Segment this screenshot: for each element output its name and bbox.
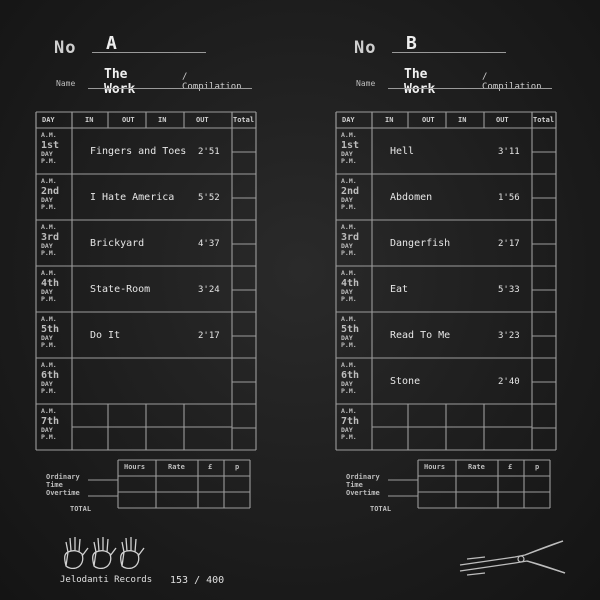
track-title: Fingers and Toes xyxy=(90,146,187,157)
day-pm: P.M. xyxy=(341,341,357,349)
timecard-grid xyxy=(328,0,588,530)
track-title: State-Room xyxy=(90,284,151,295)
day-label xyxy=(341,270,359,304)
rate-label: Rate xyxy=(468,463,485,471)
timecard-grid xyxy=(28,0,288,530)
column-header: OUT xyxy=(122,116,135,124)
day-day: DAY xyxy=(41,241,53,250)
track-title: Read To Me xyxy=(390,330,451,341)
track-title: I Hate America xyxy=(90,192,175,203)
day-am: A.M. xyxy=(41,131,57,139)
column-header: DAY xyxy=(42,116,55,124)
hours-label: Hours xyxy=(124,463,146,471)
day-label xyxy=(341,316,359,350)
pounds-label: £ xyxy=(508,463,513,471)
day-num: 4th xyxy=(341,277,360,289)
track-duration: 2'51 xyxy=(198,147,220,157)
day-label xyxy=(41,270,59,304)
album-subtitle: / Compilation xyxy=(182,72,242,92)
day-am: A.M. xyxy=(341,361,357,369)
day-am: A.M. xyxy=(341,315,357,323)
track-title: Abdomen xyxy=(390,192,433,203)
day-pm: P.M. xyxy=(41,157,57,165)
track-title: Brickyard xyxy=(90,238,145,249)
pence-label: p xyxy=(235,463,240,471)
day-day: DAY xyxy=(341,425,353,434)
day-pm: P.M. xyxy=(341,157,357,165)
day-am: A.M. xyxy=(341,131,357,139)
day-am: A.M. xyxy=(341,177,357,185)
track-duration: 3'23 xyxy=(498,331,520,341)
day-am: A.M. xyxy=(341,269,357,277)
day-num: 7th xyxy=(341,415,360,427)
day-num: 3rd xyxy=(341,231,360,243)
day-label xyxy=(341,132,359,166)
day-label xyxy=(41,408,59,442)
handprints-icon xyxy=(58,532,158,572)
track-title: Dangerfish xyxy=(390,238,451,249)
day-pm: P.M. xyxy=(41,295,57,303)
day-day: DAY xyxy=(41,379,53,388)
record-label: Jelodanti Records xyxy=(60,575,153,585)
day-pm: P.M. xyxy=(341,249,357,257)
day-pm: P.M. xyxy=(341,387,357,395)
day-num: 2nd xyxy=(341,185,360,197)
track-duration: 1'56 xyxy=(498,193,520,203)
pliers-icon xyxy=(455,535,570,580)
day-pm: P.M. xyxy=(41,433,57,441)
album-subtitle: / Compilation xyxy=(482,72,542,92)
ordinary-time-label: Ordinary Time xyxy=(46,473,80,489)
day-day: DAY xyxy=(41,425,53,434)
album-title: The Work xyxy=(404,67,436,97)
day-num: 1st xyxy=(341,139,360,151)
track-title: Eat xyxy=(390,284,409,295)
column-header: IN xyxy=(158,116,167,124)
day-am: A.M. xyxy=(41,177,57,185)
day-day: DAY xyxy=(341,195,353,204)
day-day: DAY xyxy=(341,379,353,388)
card-letter: B xyxy=(406,33,417,54)
name-label: Name xyxy=(56,79,76,88)
day-num: 6th xyxy=(341,369,360,381)
day-pm: P.M. xyxy=(41,203,57,211)
day-day: DAY xyxy=(341,149,353,158)
pence-label: p xyxy=(535,463,540,471)
day-pm: P.M. xyxy=(341,295,357,303)
day-day: DAY xyxy=(41,149,53,158)
column-header: Total xyxy=(533,116,555,124)
day-num: 5th xyxy=(41,323,60,335)
day-am: A.M. xyxy=(41,269,57,277)
day-day: DAY xyxy=(341,287,353,296)
track-duration: 2'17 xyxy=(498,239,520,249)
name-label: Name xyxy=(356,79,376,88)
day-am: A.M. xyxy=(41,407,57,415)
track-duration: 2'40 xyxy=(498,377,520,387)
day-num: 5th xyxy=(341,323,360,335)
column-header: IN xyxy=(85,116,94,124)
column-header: OUT xyxy=(496,116,509,124)
day-day: DAY xyxy=(41,333,53,342)
day-label xyxy=(341,362,359,396)
column-header: OUT xyxy=(196,116,209,124)
column-header: OUT xyxy=(422,116,435,124)
track-title: Do It xyxy=(90,330,121,341)
day-day: DAY xyxy=(41,287,53,296)
column-header: Total xyxy=(233,116,255,124)
column-header: IN xyxy=(385,116,394,124)
day-num: 7th xyxy=(41,415,60,427)
day-day: DAY xyxy=(41,195,53,204)
album-title: The Work xyxy=(104,67,136,97)
track-duration: 5'52 xyxy=(198,193,220,203)
card-letter: A xyxy=(106,33,117,54)
day-num: 3rd xyxy=(41,231,60,243)
ordinary-time-label: Ordinary Time xyxy=(346,473,380,489)
day-label xyxy=(41,132,59,166)
day-pm: P.M. xyxy=(41,249,57,257)
day-pm: P.M. xyxy=(41,387,57,395)
hours-label: Hours xyxy=(424,463,446,471)
day-label xyxy=(41,224,59,258)
day-am: A.M. xyxy=(41,315,57,323)
day-day: DAY xyxy=(341,333,353,342)
card-number-label: No xyxy=(54,38,77,58)
day-label xyxy=(41,178,59,212)
track-title: Hell xyxy=(390,146,415,157)
day-am: A.M. xyxy=(341,407,357,415)
track-duration: 2'17 xyxy=(198,331,220,341)
day-label xyxy=(341,408,359,442)
pounds-label: £ xyxy=(208,463,213,471)
track-duration: 3'11 xyxy=(498,147,520,157)
day-num: 4th xyxy=(41,277,60,289)
overtime-label: Overtime xyxy=(46,489,80,497)
day-label xyxy=(41,362,59,396)
day-pm: P.M. xyxy=(41,341,57,349)
day-am: A.M. xyxy=(41,223,57,231)
total-label: TOTAL xyxy=(370,505,392,513)
day-day: DAY xyxy=(341,241,353,250)
day-pm: P.M. xyxy=(341,433,357,441)
day-num: 2nd xyxy=(41,185,60,197)
track-duration: 5'33 xyxy=(498,285,520,295)
day-num: 1st xyxy=(41,139,60,151)
day-label xyxy=(341,178,359,212)
track-duration: 4'37 xyxy=(198,239,220,249)
card-number-label: No xyxy=(354,38,377,58)
overtime-label: Overtime xyxy=(346,489,380,497)
day-am: A.M. xyxy=(341,223,357,231)
day-label xyxy=(341,224,359,258)
rate-label: Rate xyxy=(168,463,185,471)
day-num: 6th xyxy=(41,369,60,381)
column-header: IN xyxy=(458,116,467,124)
day-label xyxy=(41,316,59,350)
day-pm: P.M. xyxy=(341,203,357,211)
track-duration: 3'24 xyxy=(198,285,220,295)
track-title: Stone xyxy=(390,376,421,387)
day-am: A.M. xyxy=(41,361,57,369)
column-header: DAY xyxy=(342,116,355,124)
edition-number: 153 / 400 xyxy=(170,575,225,586)
total-label: TOTAL xyxy=(70,505,92,513)
